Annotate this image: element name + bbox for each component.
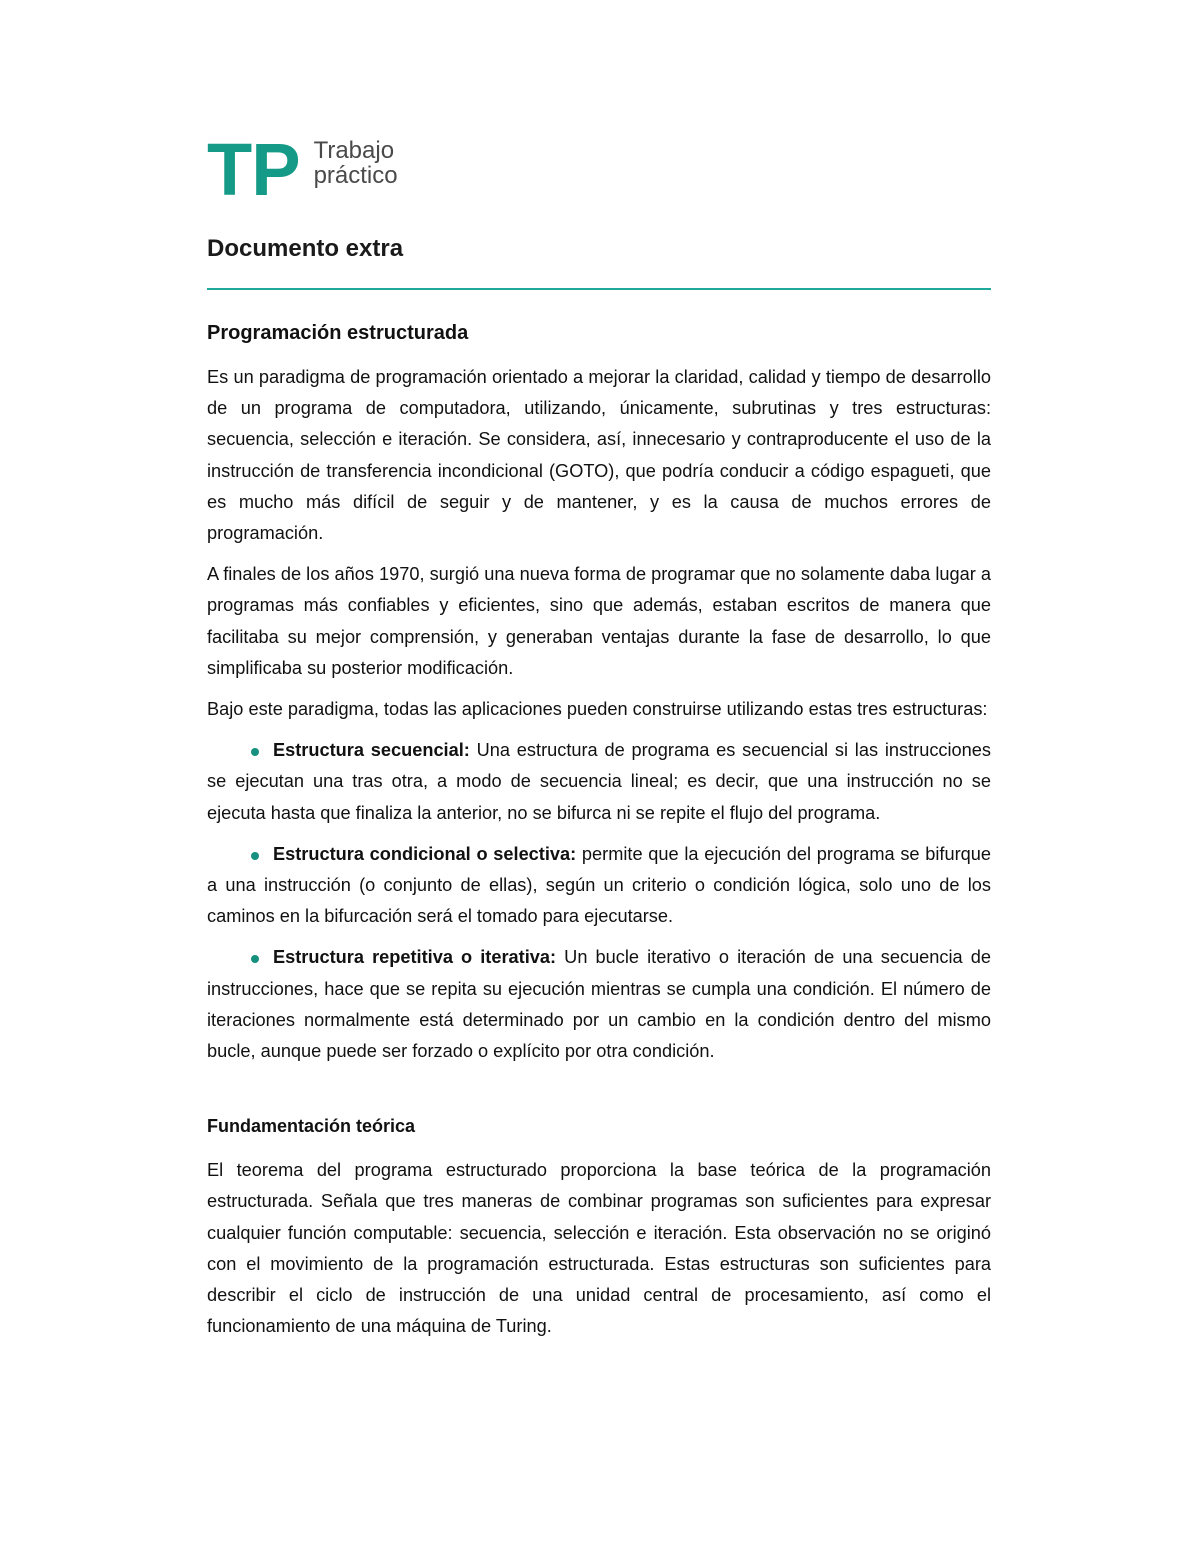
list-item xyxy=(207,942,991,1067)
document-body xyxy=(207,318,991,1352)
section-heading-programacion: Programación estructurada xyxy=(207,322,469,344)
section-heading-fundamentacion: Fundamentación teórica xyxy=(207,1116,416,1137)
list-item-term: Estructura secuencial: xyxy=(273,740,470,761)
paragraph-3: Bajo este paradigma, todas las aplicaciones pueden construirse utilizando estas tres estructuras: xyxy=(207,699,988,720)
title-divider xyxy=(207,288,991,290)
bullet-icon xyxy=(251,748,259,756)
paragraph-1: Es un paradigma de programación orientado a mejorar la claridad, calidad y tiempo de desarrollo de un programa de computadora, utilizando, únicamente, subrutinas y tres estructuras: secuencia, selección e iteración. Se considera, así, innecesario y contraproducente el uso de la instrucción de transferencia incondicional (GOTO), que podría conducir a código espagueti, que es mucho más difícil de seguir y de mantener, y es la causa de muchos errores de programación. xyxy=(207,367,991,544)
list-item-text: Una estructura de programa es secuencial si las instrucciones se ejecutan una tras otra, a modo de secuencia lineal; es decir, que una instrucción no se ejecuta hasta que finaliza la anterior, no se bifurca ni se repite el flujo del programa. xyxy=(207,740,992,823)
logo-mark: TP xyxy=(207,128,300,211)
logo-line-1: Trabajo xyxy=(313,137,395,164)
bullet-icon xyxy=(251,852,259,860)
list-item-term: Estructura repetitiva o iterativa: xyxy=(273,947,557,968)
logo-words xyxy=(314,138,398,188)
list-item-text: Un bucle iterativo o iteración de una secuencia de instrucciones, hace que se repita su ejecución mientras se cumpla una condición. El número de iteraciones normalmente está determinado por un cambio en la condición dentro del mismo bucle, aunque puede ser forzado o explícito por otra condición. xyxy=(207,947,991,1062)
list-item xyxy=(207,735,991,829)
list-item-term: Estructura condicional o selectiva: xyxy=(273,843,577,864)
paragraph-4: El teorema del programa estructurado proporciona la base teórica de la programación estructurada. Señala que tres maneras de combinar programas son suficientes para expresar cualquier función computable: secuencia, selección e iteración. Esta observación no se originó con el movimiento de la programación estructurada. Estas estructuras son suficientes para describir el ciclo de instrucción de una unidad central de procesamiento, así como el funcionamiento de una máquina de Turing. xyxy=(207,1160,991,1337)
paragraph-2: A finales de los años 1970, surgió una nueva forma de programar que no solamente daba lugar a programas más confiables y eficientes, sino que además, estaban escritos de manera que facilitaba su mejor comprensión, y generaban ventajas durante la fase de desarrollo, lo que simplificaba su posterior modificación. xyxy=(207,564,991,678)
list-item xyxy=(207,839,991,933)
document-title: Documento extra xyxy=(207,235,404,262)
logo xyxy=(207,128,398,211)
list-item-text: permite que la ejecución del programa se bifurque a una instrucción (o conjunto de ellas), según un criterio o condición lógica, solo uno de los caminos en la bifurcación será el tomado para ejecutarse. xyxy=(207,843,991,927)
bullet-icon xyxy=(251,955,259,963)
logo-line-2: práctico xyxy=(313,162,398,189)
